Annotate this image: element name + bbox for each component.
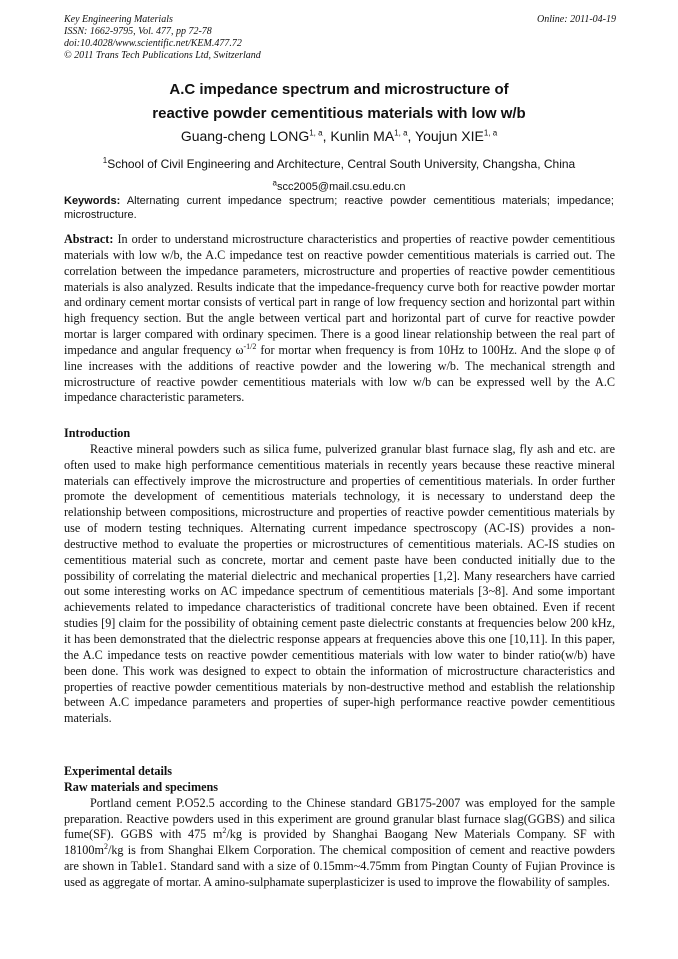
experimental-text-1: Portland cement P.O52.5 according to the Chinese standard GB175-2007 was employed for the sample preparation. Reactive powders used in this experiment are ground granular blast furnace slag(GGBS) and silica fume(SF). GGBS with 475 m: [64, 795, 615, 842]
author-name: Kunlin MA: [330, 128, 395, 144]
affiliation: [0, 156, 678, 172]
keywords-text: Alternating current impedance spectrum; reactive powder cementitious materials; impedance; microstructure.: [64, 195, 614, 221]
experimental-text-3: /kg is from Shanghai Elkem Corporation. The chemical composition of cement and reactive powders are shown in Table1. Standard sand with a size of 0.15mm~4.75mm from Pingtan County of Fujian Province is used as aggregate of mortar. A amino-sulphamate superplasticizer is used to improve the flowability of samples.: [64, 843, 615, 889]
raw-materials-subheading: Raw materials and specimens: [64, 779, 219, 794]
introduction-heading: Introduction: [64, 426, 131, 440]
affiliation-sup: 1: [102, 156, 108, 165]
online-date: Online: 2011-04-19: [537, 14, 616, 25]
journal-name: Key Engineering Materials: [64, 14, 173, 25]
author-list: Guang-cheng LONG$^{1, a}$, Kunlin MA$^{1, a}$, Youjun XIE$^{1, a}$: [180, 128, 498, 144]
email: [0, 180, 678, 194]
experimental-heading: Experimental details: [64, 764, 172, 778]
abstract-text-1: In order to understand microstructure characteristics and properties of reactive powder cementitious materials with low w/b, the A.C impedance test on reactive powder cementitious materials is carried out. The correlation between the impedance parameters, microstructure and properties of reactive powder cementitious materials is also analyzed. Results indicate that the impedance-frequency curve both for reactive powder mortar and ordinary cement mortar consists of vertical part in range of low frequency section and horizontal part within high frequency section. But the angle between vertical part and horizontal part of curve for reactive powder mortar is larger compared with ordinary specimen. There is a good linear relationship between the real part of impedance and angular frequency ω: [64, 232, 615, 357]
abstract: [64, 232, 615, 406]
abstract-exponent: -1/2: [243, 341, 257, 351]
keywords: [64, 194, 614, 222]
introduction-section: [64, 426, 615, 727]
journal-header: [64, 14, 616, 62]
introduction-text: Reactive mineral powders such as silica fume, pulverized granular blast furnace slag, fly ash and etc. are often used to make high performance cementitious materials in recently years because these reactive mineral materials can effectively improve the microstructure and properties of cementitious materials. In order further promote the development of cementitious materials technology, it is necessary to understand deep the relationship between compositions, microstructure and properties of reactive powder cementitious materials by use of modern testing techniques. Alternating current impedance spectroscopy (AC-IS) provides a non-destructive method to evaluate the properties or microstructures of cementitious materials. AC-IS studies on cementitious material such as concrete, mortar and cement paste have been conducted initially due to the possibility of correlating the material dielectric and mechanical properties [1,2]. Many researchers have carried out some interesting works on AC impedance spectrum of cementitious materials [3~8]. And some important achievements related to impedance characteristics of traditional concrete have been obtained. Even if recent studies [9] claim for the possibility of obtaining cement paste dielectric constants at frequencies below 200 kHz, it has been demonstrated that the dielectric response appears at frequencies above this one [10,11]. In this paper, the A.C impedance tests on reactive powder cementitious materials with low water to binder ratio(w/b) have been done. This work was designed to expect to obtain the information of microstructure characteristics and properties of reactive powder cementitious materials by non-destructive method and establish the relationship between A.C impedance parameters and properties of super-high performance reactive powder cementitious materials.: [64, 441, 615, 726]
abstract-label: Abstract:: [64, 232, 114, 246]
copyright: © 2011 Trans Tech Publications Ltd, Switzerland: [64, 50, 261, 61]
author-sup: 1, a: [394, 128, 408, 138]
keywords-label: Keywords:: [64, 195, 121, 207]
affiliation-text: School of Civil Engineering and Architecture, Central South University, Changsha, China: [107, 157, 576, 171]
email-sup: a: [272, 178, 277, 188]
doi: doi:10.4028/www.scientific.net/KEM.477.72: [64, 38, 242, 49]
unit-sup-1: 2: [222, 826, 227, 836]
experimental-section: [64, 764, 615, 891]
author-sup: 1, a: [309, 128, 323, 138]
author-sup: 1, a: [483, 128, 498, 138]
experimental-text: [64, 796, 615, 891]
paper-title-line-1: A.C impedance spectrum and microstructure of: [169, 81, 509, 98]
email-text: scc2005@mail.csu.edu.cn: [276, 181, 406, 193]
author-name: Guang-cheng LONG: [180, 128, 310, 144]
author-name: Youjun XIE: [415, 128, 484, 144]
abstract-text-2: for mortar when frequency is from 10Hz to 100Hz. And the slope φ of line increases with the additions of reactive powder and the lowering w/b. The mechanical strength and microstructure of reactive powder cementitious materials with low w/b can be expressed well by the A.C impedance characteristic parameters.: [64, 342, 616, 405]
unit-sup-2: 2: [103, 842, 108, 852]
experimental-text-2: /kg is provided by Shanghai Baogang New Materials Company. SF with 18100m: [64, 827, 615, 858]
paper-title-line-2: reactive powder cementitious materials with low w/b: [152, 105, 526, 122]
issn: ISSN: 1662-9795, Vol. 477, pp 72-78: [64, 26, 212, 37]
